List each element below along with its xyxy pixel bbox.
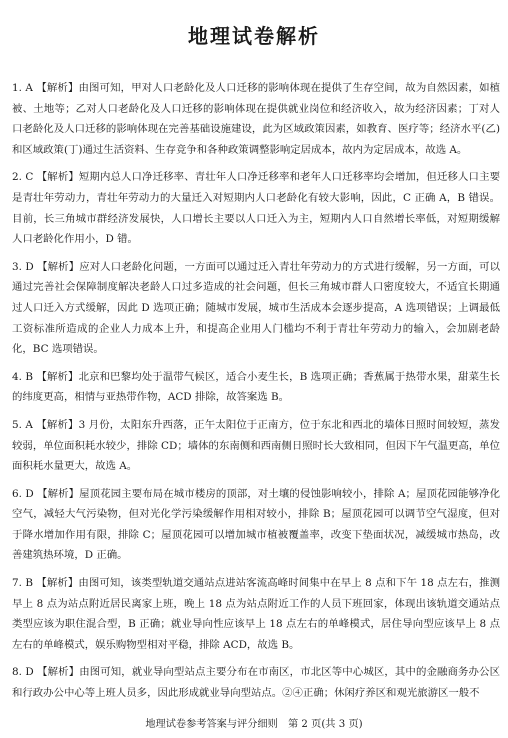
analysis-tag: 【解析】 bbox=[37, 666, 80, 679]
answer-label: 3. D bbox=[12, 260, 34, 273]
analysis-text: 由图可知，甲对人口老龄化及人口迁移的影响体现在提供了生存空间，故为自然因素，如植被、土地等；乙对人口老龄化及人口迁移的影响体现在提供就业岗位和经济收入，故为经济因素；丁对人口老龄化及人口迁移的影响体现在完善基础设施建设，此为区域政策因素，如教育、医疗等；经济水平(乙)和区域政策(丁)通过生活资料、生存竞争和各种政策调整影响定居成本，故内为定居成本，故选 A。 bbox=[12, 82, 500, 156]
analysis-text: 3 月份，太阳东升西落，正午太阳位于正南方，位于东北和西北的墙体日照时间较短，蒸发较弱，单位面积耗水较少，排除 CD；墙体的东南侧和西南侧日照时长大致相同，但因下午气温更高，单位面积耗水量更大，故选 A。 bbox=[12, 418, 500, 473]
analysis-tag: 【解析】 bbox=[36, 171, 79, 184]
answer-label: 1. A bbox=[12, 82, 33, 94]
analysis-text: 由图可知，就业导向型站点主要分布在市南区，市北区等中心城区，其中的金融商务办公区和行政办公中心等上班人员多，因此形成就业导向型站点。②④正确；休闲疗养区和观光旅游区一般不 bbox=[12, 666, 500, 700]
answer-label: 7. B bbox=[12, 577, 33, 590]
answer-list bbox=[12, 78, 500, 711]
answer-label: 5. A bbox=[12, 418, 33, 431]
answer-item-3 bbox=[12, 257, 500, 360]
answer-label: 6. D bbox=[12, 487, 34, 500]
answer-item-5 bbox=[12, 415, 500, 477]
analysis-text: 应对人口老龄化问题，一方面可以通过迁入青壮年劳动力的方式进行缓解，另一方面，可以通过完善社会保障制度解决老龄人口过多造成的社会问题，但长三角城市群人口密度较大，不适宜长期通过人口迁入方式缓解，因此 D 选项正确；随城市发展，城市生活成本会逐步提高，A 选项错误；上调最低工资标准所造成的企业人力成本上升，和提高企业用人门槛均不利于青壮年劳动力的输入，会加剧老龄化，BC 选项错误。 bbox=[12, 260, 500, 356]
analysis-text: 屋顶花园主要布局在城市楼房的顶部，对土壤的侵蚀影响较小，排除 A；屋顶花园能够净化空气，减轻大气污染物，但对光化学污染缓解作用相对较小，排除 B；屋顶花园可以调节空气湿度，但对于降水增加作用有限，排除 C；屋顶花园可以增加城市植被覆盖率，改变下垫面状况，减缓城市热岛，改善建筑热环境，D 正确。 bbox=[12, 487, 500, 562]
answer-item-6 bbox=[12, 484, 500, 566]
answer-label: 4. B bbox=[12, 370, 33, 383]
answer-item-8 bbox=[12, 662, 500, 703]
answer-item-7 bbox=[12, 573, 500, 655]
analysis-text: 北京和巴黎均处于温带气候区，适合小麦生长，B 选项正确；香蕉属于热带水果，甜菜生长的纬度更高，相情与亚热带作物，ACD 排除，故答案选 B。 bbox=[12, 370, 501, 404]
analysis-tag: 【解析】 bbox=[37, 487, 80, 500]
page-footer: 地理试卷参考答案与评分细则 第 2 页(共 3 页) bbox=[145, 719, 363, 730]
answer-item-4 bbox=[12, 367, 500, 408]
analysis-text: 由图可知，该类型轨道交通站点进站客流高峰时间集中在早上 8 点和下午 18 点左右，推测早上 8 点为站点附近居民离家上班，晚上 18 点为站点附近工作的人员下班回家，体现出该轨道交通站点类型应该为职住混合型，B 正确；就业导向性应该早上 18 点左右的单峰模式，居住导向型应该早上 8 点左右的单峰模式，娱乐购物型相对平稳，排除 ACD，故选 B。 bbox=[12, 577, 501, 651]
answer-item-2 bbox=[12, 167, 500, 249]
analysis-tag: 【解析】 bbox=[36, 418, 79, 431]
answer-item-1 bbox=[12, 78, 500, 160]
answer-label: 2. C bbox=[12, 171, 34, 184]
analysis-tag: 【解析】 bbox=[37, 260, 80, 273]
analysis-tag: 【解析】 bbox=[36, 370, 79, 383]
page-title: 地理试卷解析 bbox=[188, 24, 320, 48]
analysis-text: 短期内总人口净迁移率、青壮年人口净迁移率和老年人口迁移率均会增加，但迁移人口主要是青壮年劳动力，青壮年劳动力的大量迁入对短期内人口老龄化有较大影响，因此，C 正确 A，B 错误。目前，长三角城市群经济发展快，人口增长主要以人口迁入为主，短期内人口自然增长率低，对短期缓解人口老龄化作用小，D 错。 bbox=[12, 171, 500, 246]
answer-label: 8. D bbox=[12, 666, 34, 679]
analysis-tag: 【解析】 bbox=[36, 577, 79, 590]
analysis-tag: 【解析】 bbox=[36, 82, 79, 94]
